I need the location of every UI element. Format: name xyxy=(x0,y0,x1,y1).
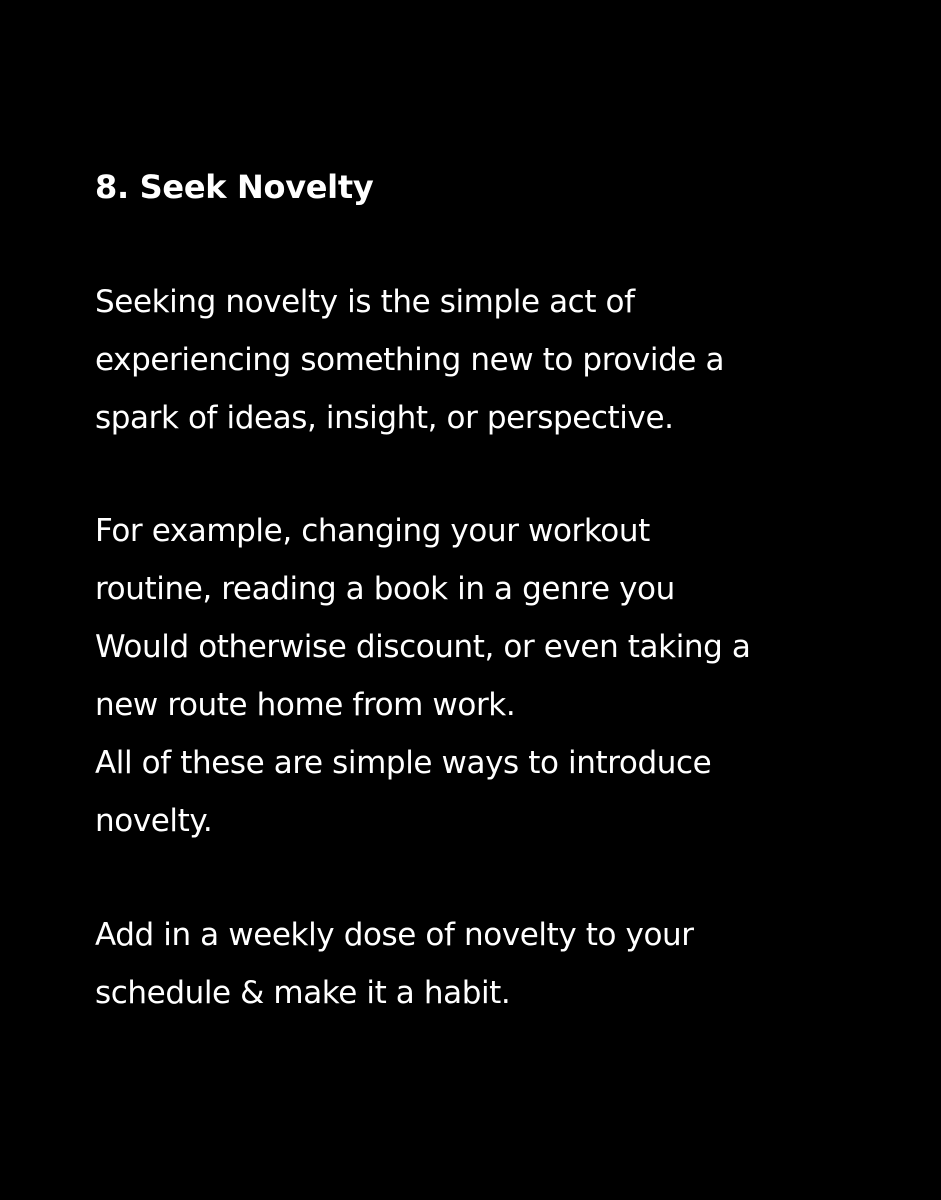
paragraph-2-line-6: novelty. xyxy=(95,803,213,839)
paragraph-2-line-2: routine, reading a book in a genre you xyxy=(95,571,675,607)
paragraph-2-line-3: Would otherwise discount, or even taking a xyxy=(95,629,751,665)
section-heading: 8. Seek Novelty xyxy=(95,168,374,206)
paragraph-3-line-1: Add in a weekly dose of novelty to your xyxy=(95,917,694,953)
paragraph-2-line-1: For example, changing your workout xyxy=(95,513,650,549)
paragraph-2-line-4: new route home from work. xyxy=(95,687,516,723)
paragraph-1-line-2: experiencing something new to provide a xyxy=(95,342,725,378)
paragraph-3-line-2: schedule & make it a habit. xyxy=(95,975,511,1011)
paragraph-1-line-3: spark of ideas, insight, or perspective. xyxy=(95,400,674,436)
paragraph-1-line-1: Seeking novelty is the simple act of xyxy=(95,284,635,320)
paragraph-2-line-5: All of these are simple ways to introduce xyxy=(95,745,712,781)
